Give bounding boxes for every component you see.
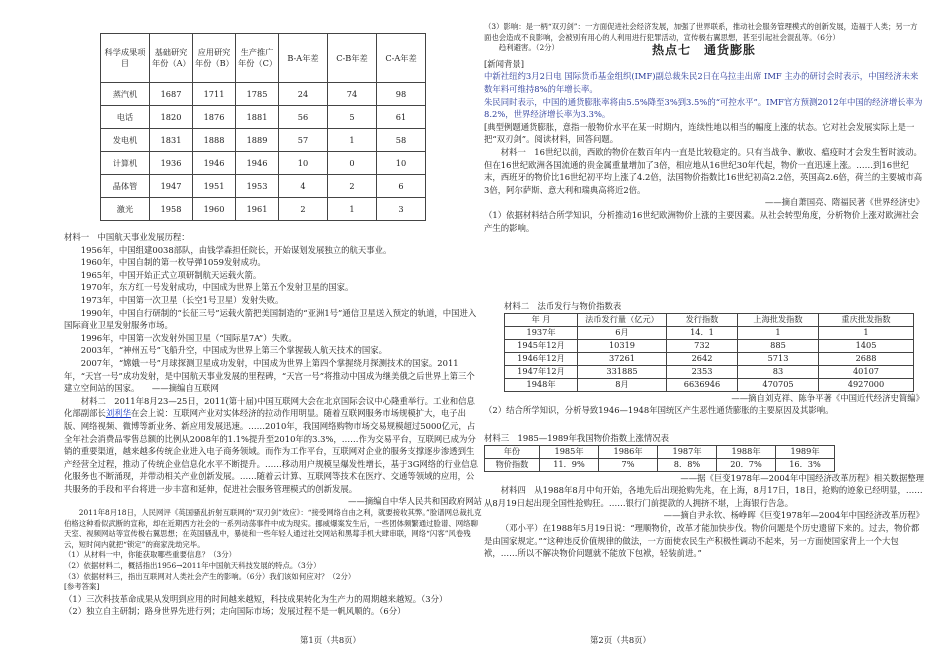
table-header-row bbox=[505, 313, 914, 326]
hot-topic-title: 热点七 通货膨胀 bbox=[651, 42, 756, 57]
table-cell: 1889 bbox=[236, 129, 279, 152]
table-row bbox=[101, 198, 426, 221]
answer-head: [参考答案] bbox=[64, 582, 100, 592]
m1-line: 1973年，中国第一次卫星（长空1号卫星）发射失败。 bbox=[80, 294, 284, 305]
table-cell: 1405 bbox=[819, 339, 914, 352]
m2-text: 材料二 2011年8月23—25日，2011(第十届)中国互联网大会在北京国际会议中心隆重举行。工业和信息化部副部长 bbox=[64, 395, 475, 419]
table-cell: 20．7% bbox=[717, 458, 776, 471]
table-header-cell: B-A年差 bbox=[279, 34, 328, 83]
table-cell: 61 bbox=[377, 106, 426, 129]
table-cell: 56 bbox=[279, 106, 328, 129]
table-cell: 6 bbox=[377, 175, 426, 198]
table-cell: 10 bbox=[279, 152, 328, 175]
m2-source: ——摘编自中华人民共和国政府网站 bbox=[348, 496, 482, 507]
table-cell: 2642 bbox=[667, 352, 738, 365]
m3-text: 2011年8月18日，人民网评《英国骚乱折射互联网的“双刃剑”效应》：“接受网络自由之利，就要接收其弊。”脸谱网总裁扎克伯格这种看似武断的宣称，却在近期西方社会的一系列动荡事件中成为现实。挪威爆案发生后，一些团体频繁通过脸谱、网络聊天室、视频网站等宣传极右翼思想；在英国骚乱中，暴徒和一些年轻人通过社交网站和黑莓手机大肆串联，网络“闪客”风卷残云，短时间内就把“锁定”的商家洗劫完毕。 bbox=[64, 508, 482, 549]
material-two bbox=[64, 395, 482, 496]
table-cell: 3 bbox=[377, 198, 426, 221]
table-cell: 24 bbox=[279, 83, 328, 106]
table-row bbox=[505, 378, 914, 391]
table-cell: 1 bbox=[819, 326, 914, 339]
table-header-cell: 1987年 bbox=[658, 445, 717, 458]
table-row bbox=[101, 129, 426, 152]
table-cell: 2353 bbox=[667, 365, 738, 378]
table-header-cell: C-A年差 bbox=[377, 34, 426, 83]
table-cell: 1820 bbox=[150, 106, 193, 129]
table-header-cell: 基础研究年份（A） bbox=[150, 34, 193, 83]
table-row bbox=[505, 352, 914, 365]
table-cell: 16．3% bbox=[776, 458, 835, 471]
table-header-cell: 1986年 bbox=[599, 445, 658, 458]
answer-3b: 趋利避害。（2分） bbox=[498, 43, 559, 53]
table-cell: 1958 bbox=[150, 198, 193, 221]
table-cell: 5 bbox=[328, 106, 377, 129]
material-five-text: （邓小平）在1988年5月19日说：“理顺物价，改革才能加快步伐。物价问题是个历史遗留下来的。过去，物价都是由国家规定。”“这种违反价值规律的做法，一方面使农民生产积极性调动不起来，另一方面使国家背上一个大包袱，……所以不解决物价问题就不能放下包袱，轻装前进。” bbox=[484, 522, 920, 559]
material-one-text: 材料一 16世纪以前，西欧的物价在数百年内一直是比较稳定的。只有当战争、歉收、瘟疫时才会发生暂时波动。但在16世纪欧洲各国流通的贵金属重量增加了3倍，相应地从16世纪30年代起，物价一直迅速上涨。……到16世纪末，西班牙的物价比16世纪初平均上涨了4.2倍，法国物价指数比16世纪初高2.2倍，英国高2.6倍，荷兰的主要城市高3倍，阿尔萨斯、意大利和瑞典高将近2倍。 bbox=[484, 146, 923, 195]
table-row bbox=[101, 175, 426, 198]
table-cell: 37261 bbox=[578, 352, 667, 365]
news-paragraph-2: 朱民同时表示，中国的通货膨胀率将由5.5%降至3%到3.5%的“可控水平”。IMF官方预测2012年中国的经济增长率为8.2%，世界经济增长率为3.3%。 bbox=[484, 96, 923, 120]
table-cell: 885 bbox=[738, 339, 819, 352]
table-header-row bbox=[485, 445, 835, 458]
table-cell: 1881 bbox=[236, 106, 279, 129]
table-row bbox=[505, 365, 914, 378]
answer-1: （1）三次科技革命成果从发明到应用的时间越来越短，科技成果转化为生产力的周期越来越短。（3分） bbox=[64, 593, 448, 604]
table-cell: 11．9% bbox=[540, 458, 599, 471]
question-2: （2）结合所学知识，分析导致1946—1948年国统区产生恶性通货膨胀的主要原因及其影响。 bbox=[484, 405, 834, 416]
material-three bbox=[64, 508, 482, 593]
question-2: （2）依据材料二，概括指出1956→2011年中国航天科技发展的特点。（3分） bbox=[64, 561, 321, 571]
table-cell: 1945年12月 bbox=[505, 339, 578, 352]
table-header-cell: 1985年 bbox=[540, 445, 599, 458]
table-header-row bbox=[101, 34, 426, 83]
table-cell: 激光 bbox=[101, 198, 150, 221]
table-cell: 6月 bbox=[578, 326, 667, 339]
material-four-text: 材料四 从1988年8月中旬开始，各地先后出现抢购先兆，在上海，8月17日，18日，抢购的迹象已经明显，……从8月19日起出现全国性抢购狂。……银行门前提款的人拥挤不堪，上海银行告急。 bbox=[484, 485, 923, 508]
answer-2: （2）独立自主研制；路身世界先进行列；走向国际市场；发展过程不是一帆风顺的。（6分） bbox=[64, 606, 406, 617]
m2-text: 在会上说：互联网产业对实体经济的拉动作用明显。随着互联网服务市场规模扩大，电子出版、网络视频、微博等新业务、新应用发展迅速。……2010年，我国网络购物市场交易规模超过5000亿元，占全年社会消费品零售总额的比例从2008年的1.1%提升至2010年的3.3%，……作为交易平台，互联网已成为分销的重要渠道，越来越多传统企业进入电子商务领域。而作为工作平台，互联网对企业的服务支撑逐步渗透到生产经营全过程，推动了传统企业信息化水平不断提升。……移动用户规模呈爆发性增长，基于3G网络的行业信息化服务也不断涌现，并带动相关产业创新发展。……随着云计算、互联网等技术在医疗、交通等领域的应用，公共服务的手段和平台将进一步丰富和延伸，促进社会服务管理模式的创新发展。 bbox=[64, 408, 479, 494]
material-two-block bbox=[484, 300, 924, 417]
table-cell: 98 bbox=[377, 83, 426, 106]
table-cell: 2688 bbox=[819, 352, 914, 365]
table-row bbox=[101, 152, 426, 175]
table-cell: 1831 bbox=[150, 129, 193, 152]
table-row bbox=[101, 83, 426, 106]
table-cell: 1961 bbox=[236, 198, 279, 221]
table-header-cell: 1988年 bbox=[717, 445, 776, 458]
table-cell: 发电机 bbox=[101, 129, 150, 152]
table-cell: 8．8% bbox=[658, 458, 717, 471]
table-cell: 5713 bbox=[738, 352, 819, 365]
material-three-source: ——据《巨变1978年—2004年中国经济改革历程》相关数据整理 bbox=[680, 472, 924, 483]
table-cell: 1947年12月 bbox=[505, 365, 578, 378]
m1-line: 1956年，中国组建0038部队，由钱学森担任院长，开始谋划发展独立的航天事业。 bbox=[80, 244, 392, 255]
m1-line: 1996年，中国第一次发射外国卫星（“国际星7A”）失败。 bbox=[80, 332, 297, 343]
table-cell: 1960 bbox=[193, 198, 236, 221]
table-cell: 1946 bbox=[193, 152, 236, 175]
table-row bbox=[485, 458, 835, 471]
science-achievement-table bbox=[100, 33, 426, 221]
table-cell: 331885 bbox=[578, 365, 667, 378]
table-cell: 83 bbox=[738, 365, 819, 378]
table-cell: 1 bbox=[328, 129, 377, 152]
table-cell: 1947 bbox=[150, 175, 193, 198]
table-cell: 1948年 bbox=[505, 378, 578, 391]
material-three-block bbox=[484, 420, 924, 560]
price-index-table bbox=[484, 445, 835, 472]
material-two-title: 材料二 法币发行与物价指数表 bbox=[504, 301, 622, 311]
right-page-footer: 第2页（共8页） bbox=[590, 635, 651, 645]
table-cell: 1785 bbox=[236, 83, 279, 106]
table-cell: 晶体管 bbox=[101, 175, 150, 198]
table-header-cell: 年份 bbox=[485, 445, 540, 458]
question-3: （3）依据材料三，指出互联网对人类社会产生的影响。（6分）我们该如何应对？（2分） bbox=[64, 571, 356, 581]
material-one bbox=[64, 231, 482, 618]
table-cell: 1953 bbox=[236, 175, 279, 198]
table-cell: 74 bbox=[328, 83, 377, 106]
table-cell: 蒸汽机 bbox=[101, 83, 150, 106]
table-cell: 1946年12月 bbox=[505, 352, 578, 365]
table-cell: 40107 bbox=[819, 365, 914, 378]
table-header-cell: 年 月 bbox=[505, 313, 578, 326]
table-header-cell: 应用研究年份（B） bbox=[193, 34, 236, 83]
table-cell: 732 bbox=[667, 339, 738, 352]
material-one-source: ——摘自萧国亮、隋福民著《世界经济史》 bbox=[764, 197, 924, 208]
table-header-cell: 发行指数 bbox=[667, 313, 738, 326]
table-header-cell: 法币发行量（亿元） bbox=[578, 313, 667, 326]
material-four-source: ——摘自尹永钦、杨峥晖《巨变1978年—2004年中国经济改革历程》 bbox=[663, 510, 924, 521]
table-cell: 1 bbox=[328, 198, 377, 221]
m1-line: 1970年，东方红一号发射成功，中国成为世界上第五个发射卫星的国家。 bbox=[80, 282, 354, 293]
currency-price-table bbox=[504, 313, 914, 392]
table-cell: 10319 bbox=[578, 339, 667, 352]
table-row bbox=[505, 326, 914, 339]
table-cell: 10 bbox=[377, 152, 426, 175]
m1-line: 2003年，“神州五号”飞船升空，中国成为世界上第三个掌握载人航天技术的国家。 bbox=[80, 345, 388, 356]
table-cell: 1 bbox=[738, 326, 819, 339]
table-cell: 57 bbox=[279, 129, 328, 152]
table-cell: 电话 bbox=[101, 106, 150, 129]
m1-line: 1960年，中国自制的第一枚导弹1059发射成功。 bbox=[80, 257, 266, 268]
table-cell: 计算机 bbox=[101, 152, 150, 175]
table-header-cell: 1989年 bbox=[776, 445, 835, 458]
table-cell: 1876 bbox=[193, 106, 236, 129]
table-cell: 1711 bbox=[193, 83, 236, 106]
table-cell: 58 bbox=[377, 129, 426, 152]
table-header-cell: C-B年差 bbox=[328, 34, 377, 83]
table-header-cell: 上海批发指数 bbox=[738, 313, 819, 326]
left-page-footer: 第1页（共8页） bbox=[300, 635, 361, 645]
table-cell: 7% bbox=[599, 458, 658, 471]
table-cell: 1888 bbox=[193, 129, 236, 152]
answer-3: （3）影响：是一柄“双刃剑”：一方面促进社会经济发展，加强了世界联系，推动社会服务管理模式的创新发展，造福于人类；另一方面也会造成不良影响，会被别有用心的人利用进行犯罪活动，宣传极右翼思想，甚至引起社会混乱等。（6分） bbox=[484, 22, 918, 42]
news-paragraph-1: 中新社纽约3月2日电 国际货币基金组织(IMF)副总裁朱民2日在乌拉圭出席 IMF 主办的研讨会时表示，中国经济未来数年料可维持8%的年增长率。 bbox=[484, 71, 919, 94]
table-cell: 1937年 bbox=[505, 326, 578, 339]
person-link[interactable]: 刘利华 bbox=[105, 408, 131, 419]
material-one-title: 材料一 中国航天事业发展历程： bbox=[64, 232, 190, 242]
material-two-source: ——摘自刘克祥、陈争平著《中国近代经济史简编》 bbox=[731, 392, 924, 403]
table-cell: 1687 bbox=[150, 83, 193, 106]
table-cell: 2 bbox=[328, 175, 377, 198]
table-cell: 2 bbox=[279, 198, 328, 221]
table-cell: 8月 bbox=[578, 378, 667, 391]
table-row bbox=[505, 339, 914, 352]
table-row bbox=[101, 106, 426, 129]
m1-line: 1965年，中国开始正式立项研制航天运载火箭。 bbox=[80, 269, 262, 280]
table-header-cell: 重庆批发指数 bbox=[819, 313, 914, 326]
table-cell: 4927000 bbox=[819, 378, 914, 391]
typical-question: [典型例题通货膨胀，意指一般物价水平在某一时期内，连续性地以相当的幅度上涨的状态。它对社会发展实际上是一把“双刃剑”。阅读材料，回答问题。 bbox=[484, 121, 915, 145]
question-1: （1）依据材料结合所学知识，分析推动16世纪欧洲物价上涨的主要因素。从社会转型角度，分析物价上涨对欧洲社会产生的影响。 bbox=[484, 209, 919, 233]
table-cell: 0 bbox=[328, 152, 377, 175]
table-cell: 6636946 bbox=[667, 378, 738, 391]
m1-line: 2007年，“嫦娥一号”月球探测卫星成功发射，中国成为世界上第四个掌握绕月探测技术的国家。2011年，“天宫一号”成功发射，是中国航天事业发展的里程碑，“天宫一号”将推动中国成为继美俄之后世界上第三个建立空间站的国家。 ——摘编自互联网 bbox=[64, 357, 475, 394]
table-cell: 470705 bbox=[738, 378, 819, 391]
table-cell: 物价指数 bbox=[485, 458, 540, 471]
m1-line: 1990年，中国自行研制的“长征三号”运载火箭把美国制造的“亚洲1号”通信卫星送入预定的轨道，中国进入国际商业卫星发射服务市场。 bbox=[64, 307, 477, 331]
material-three-title: 材料三 1985—1989年我国物价指数上涨情况表 bbox=[484, 433, 670, 443]
news-head: [新闻背景] bbox=[484, 58, 525, 69]
table-cell: 14．1 bbox=[667, 326, 738, 339]
question-1: （1）从材料一中，你能获取哪些重要信息？（3分） bbox=[64, 550, 237, 560]
table-cell: 1946 bbox=[236, 152, 279, 175]
table-cell: 1936 bbox=[150, 152, 193, 175]
table-header-cell: 生产推广年份（C） bbox=[236, 34, 279, 83]
table-header-cell: 科学成果项目 bbox=[101, 34, 150, 83]
table-cell: 4 bbox=[279, 175, 328, 198]
table-cell: 1951 bbox=[193, 175, 236, 198]
